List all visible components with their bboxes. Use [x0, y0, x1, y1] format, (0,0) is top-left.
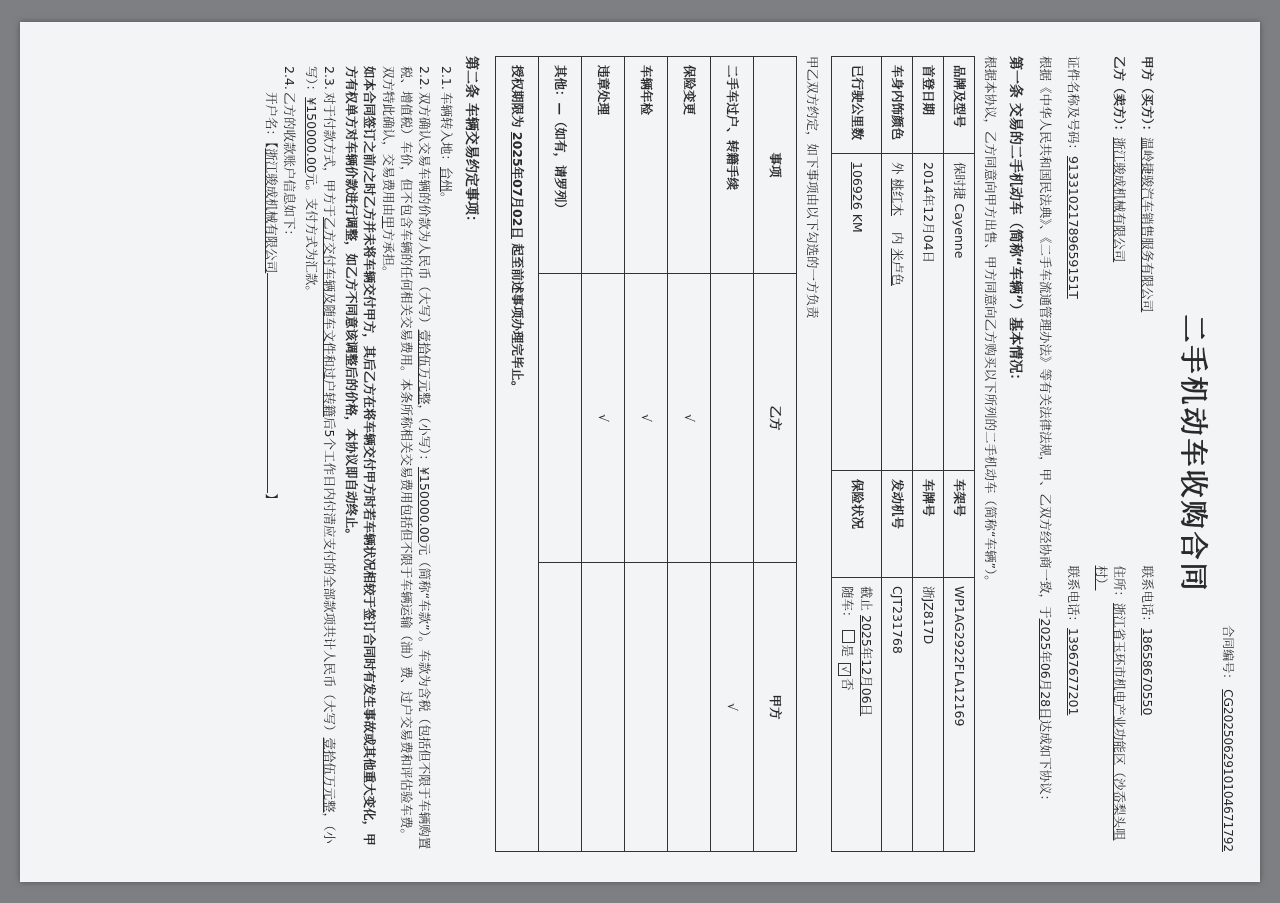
vehicle-row	[943, 57, 974, 852]
header-party-a: 甲方	[754, 563, 797, 852]
party-b-name: 浙江骏成机械有限公司	[1111, 137, 1127, 263]
clause-2-2-bold: 如本合同签订之前/之时乙方并未将车辆交付甲方，其后乙方在将车辆交付甲方时若车辆状况相较于签订合同时有发生事故或其他重大变化，甲方有权单方对车辆价款进行调整，如乙方不同意该调整后的价格，本协议即自动终止。	[344, 66, 378, 846]
authorization-period	[496, 57, 539, 852]
payment-condition: 乙方交付车辆及随车文件和过户转籍	[322, 217, 338, 418]
row-party-b-check: √	[668, 274, 711, 563]
clause-2-1: 2.1.车辆转入地：台州。	[437, 66, 455, 852]
party-b-id-label: 证件名称及号码：	[1065, 56, 1081, 157]
mileage-value	[832, 154, 881, 471]
row-party-a-check	[582, 563, 625, 852]
brand-label: 品牌及型号	[943, 57, 974, 154]
row-item: 违章处理	[582, 57, 625, 274]
contract-number-value: CG2025062910104671792	[1221, 689, 1235, 852]
engine-label: 发动机号	[881, 471, 912, 578]
clause-2-1-value: 台州	[438, 167, 454, 193]
clause-2-3-text: ，（小写）：	[304, 66, 338, 844]
row-party-b-check: √	[625, 274, 668, 563]
party-b-id: 91331021789659151T	[1065, 156, 1081, 299]
clause-2-2-text: 元（简称“车款”）。车款为含税（包括但不限于车辆购置税、增值税）车价，但不包含车辆的任何相关交易费用。本条所称相关交易费用包括但不限于车辆运输（油）费、过户交易费和评估验车费。双方特此确认，交易费用由	[380, 66, 432, 850]
insurance-with-car-prefix: 随车：	[840, 586, 856, 624]
row-party-a-check	[625, 563, 668, 852]
vin-value: WP1AG2922FLA12169	[943, 578, 974, 852]
table-row	[711, 57, 754, 852]
contract-number	[1219, 56, 1236, 852]
color-label: 车身内饰颜色	[881, 57, 912, 154]
fee-party: 甲	[380, 216, 396, 229]
article2-title: 第二条 车辆交易约定事项：	[463, 56, 480, 229]
contract-page	[20, 22, 1260, 882]
clause-2-3-text: 元。支付方式为汇款。	[304, 172, 320, 298]
intro-date: 2025年06月28日	[1037, 618, 1053, 720]
insurance-until-date: 2025年12月06日	[858, 615, 874, 717]
table-row	[668, 57, 711, 852]
party-b-address-label: 住所：	[1111, 565, 1127, 603]
plate-label: 车牌号	[912, 471, 943, 578]
clause-2-4	[262, 66, 298, 852]
mileage-number: 106926	[849, 162, 865, 210]
row-party-b-check: √	[582, 274, 625, 563]
insurance-value	[832, 578, 881, 852]
clause-2-1-label: 车辆转入地：	[438, 92, 454, 168]
header-item: 事项	[754, 57, 797, 274]
row-party-a-check	[539, 563, 582, 852]
row-item: 车辆年检	[625, 57, 668, 274]
insurance-label: 保险状况	[832, 471, 881, 578]
payment-upper: 壹拾伍万元整	[322, 737, 338, 813]
table-row	[582, 57, 625, 852]
row-party-b-check	[711, 274, 754, 563]
responsibility-desc: 甲乙双方约定，如下事项由以下勾选的一方负责	[805, 56, 821, 319]
clause-2-2	[342, 66, 433, 852]
price-upper: 壹拾伍万元整	[416, 329, 432, 405]
responsibility-table	[495, 56, 797, 852]
row-item: 其他：—（如有，请罗列）	[539, 57, 582, 274]
clause-2-2-number: 2.2.	[416, 66, 432, 90]
clause-2-2-text: 双方确认交易车辆的价款为人民币（大写）	[416, 92, 432, 330]
party-b-address: 浙江省玉环市机电产业功能区（沙岙梨头咀村）	[1093, 565, 1127, 841]
authorization-suffix: 起至前述事项办理完毕止。	[510, 243, 526, 394]
payment-lower: ¥150000.00	[304, 97, 320, 173]
insurance-yes-label: 是	[840, 644, 856, 658]
clause-2-3-text: 对于付款方式，甲方于	[322, 92, 338, 218]
reg-date-value: 2014年12月04日	[912, 154, 943, 471]
clause-2-4-text: 乙方的收款账户信息如下：	[281, 92, 297, 243]
brand-value: 保时捷 Cayenne	[943, 154, 974, 471]
authorization-prefix: 授权期限为	[510, 65, 526, 128]
intro-text-end: 达成如下协议：	[1037, 719, 1053, 808]
clause-2-3-text: 后5个工作日内付清应支付的全部款项共计人民币（大写）	[322, 417, 338, 738]
insurance-yes-checkbox	[842, 630, 855, 643]
vin-label: 车架号	[943, 471, 974, 578]
table-row	[539, 57, 582, 852]
party-b-phone-label: 联系电话：	[1065, 565, 1081, 628]
color-interior-prefix: 内	[889, 231, 905, 245]
price-lower: ¥150000.00	[416, 467, 432, 543]
party-a-row	[1138, 56, 1156, 852]
contract-body	[258, 56, 1236, 852]
party-a-name: 温岭捷骏汽车销售服务有限公司	[1140, 137, 1156, 313]
clause-2-3-number: 2.3.	[322, 66, 338, 90]
account-name-label: 开户名：【	[263, 92, 279, 149]
insurance-no-label: 否	[840, 678, 856, 691]
account-name-end: 】	[263, 493, 279, 506]
party-b-label: 乙方（卖方）：	[1111, 56, 1127, 138]
vehicle-row	[912, 57, 943, 852]
row-party-a-check: √	[711, 563, 754, 852]
row-item: 保险变更	[668, 57, 711, 274]
clause-2-3	[302, 66, 338, 852]
color-exterior-prefix: 外	[889, 162, 905, 175]
clause-2-1-number: 2.1.	[438, 66, 454, 90]
article1-title: 第一条 交易的二手机动车（简称“车辆”）基本情况：	[1007, 56, 1024, 388]
authorization-date: 2025年07月02日	[510, 131, 526, 239]
clause-2-4-number: 2.4.	[281, 66, 297, 90]
responsibility-header	[754, 57, 797, 852]
color-interior: 米卢色	[889, 248, 905, 286]
mileage-unit: KM	[849, 213, 865, 233]
intro-paragraph	[1035, 56, 1053, 852]
party-a-label: 甲方（买方）：	[1140, 56, 1156, 138]
account-name: 浙江骏成机械有限公司	[263, 148, 279, 274]
table-row	[625, 57, 668, 852]
party-a-phone: 18658670550	[1140, 627, 1156, 716]
party-b-id-row	[1064, 56, 1082, 852]
party-b-phone: 13967677201	[1065, 627, 1081, 716]
vehicle-info-table	[831, 56, 975, 852]
clause-2-2-text: 方承担。	[380, 228, 396, 279]
row-party-a-check	[668, 563, 711, 852]
clause-2-2-text: ，（小写）：	[416, 404, 432, 468]
insurance-until-prefix: 截止	[858, 586, 874, 612]
reg-date-label: 首登日期	[912, 57, 943, 154]
row-item: 二手车过户、转籍手续	[711, 57, 754, 274]
engine-value: CJT231768	[881, 578, 912, 852]
table-row	[496, 57, 539, 852]
plate-value: 浙JZ817D	[912, 578, 943, 852]
contract-number-label: 合同编号：	[1221, 625, 1235, 686]
row-party-b-check	[539, 274, 582, 563]
color-exterior: 桃红木	[889, 178, 905, 217]
intro-text: 根据《中华人民共和国民法典》、《二手车流通管理办法》等有关法律法规，甲、乙双方经协商一致，于	[1037, 56, 1053, 619]
header-party-b: 乙方	[754, 274, 797, 563]
color-value	[881, 154, 912, 471]
party-a-phone-label: 联系电话：	[1140, 565, 1156, 628]
article1-desc: 根据本协议，乙方同意向甲方出售、甲方同意向乙方购买以下所列的二手机动车（简称“车辆”）。	[983, 56, 999, 588]
party-b-row	[1092, 56, 1128, 852]
insurance-no-checkbox: √	[838, 663, 851, 676]
contract-title: 二手机动车收购合同	[1176, 314, 1210, 594]
vehicle-row	[832, 57, 881, 852]
vehicle-row	[881, 57, 912, 852]
mileage-label: 已行驶公里数	[832, 57, 881, 154]
